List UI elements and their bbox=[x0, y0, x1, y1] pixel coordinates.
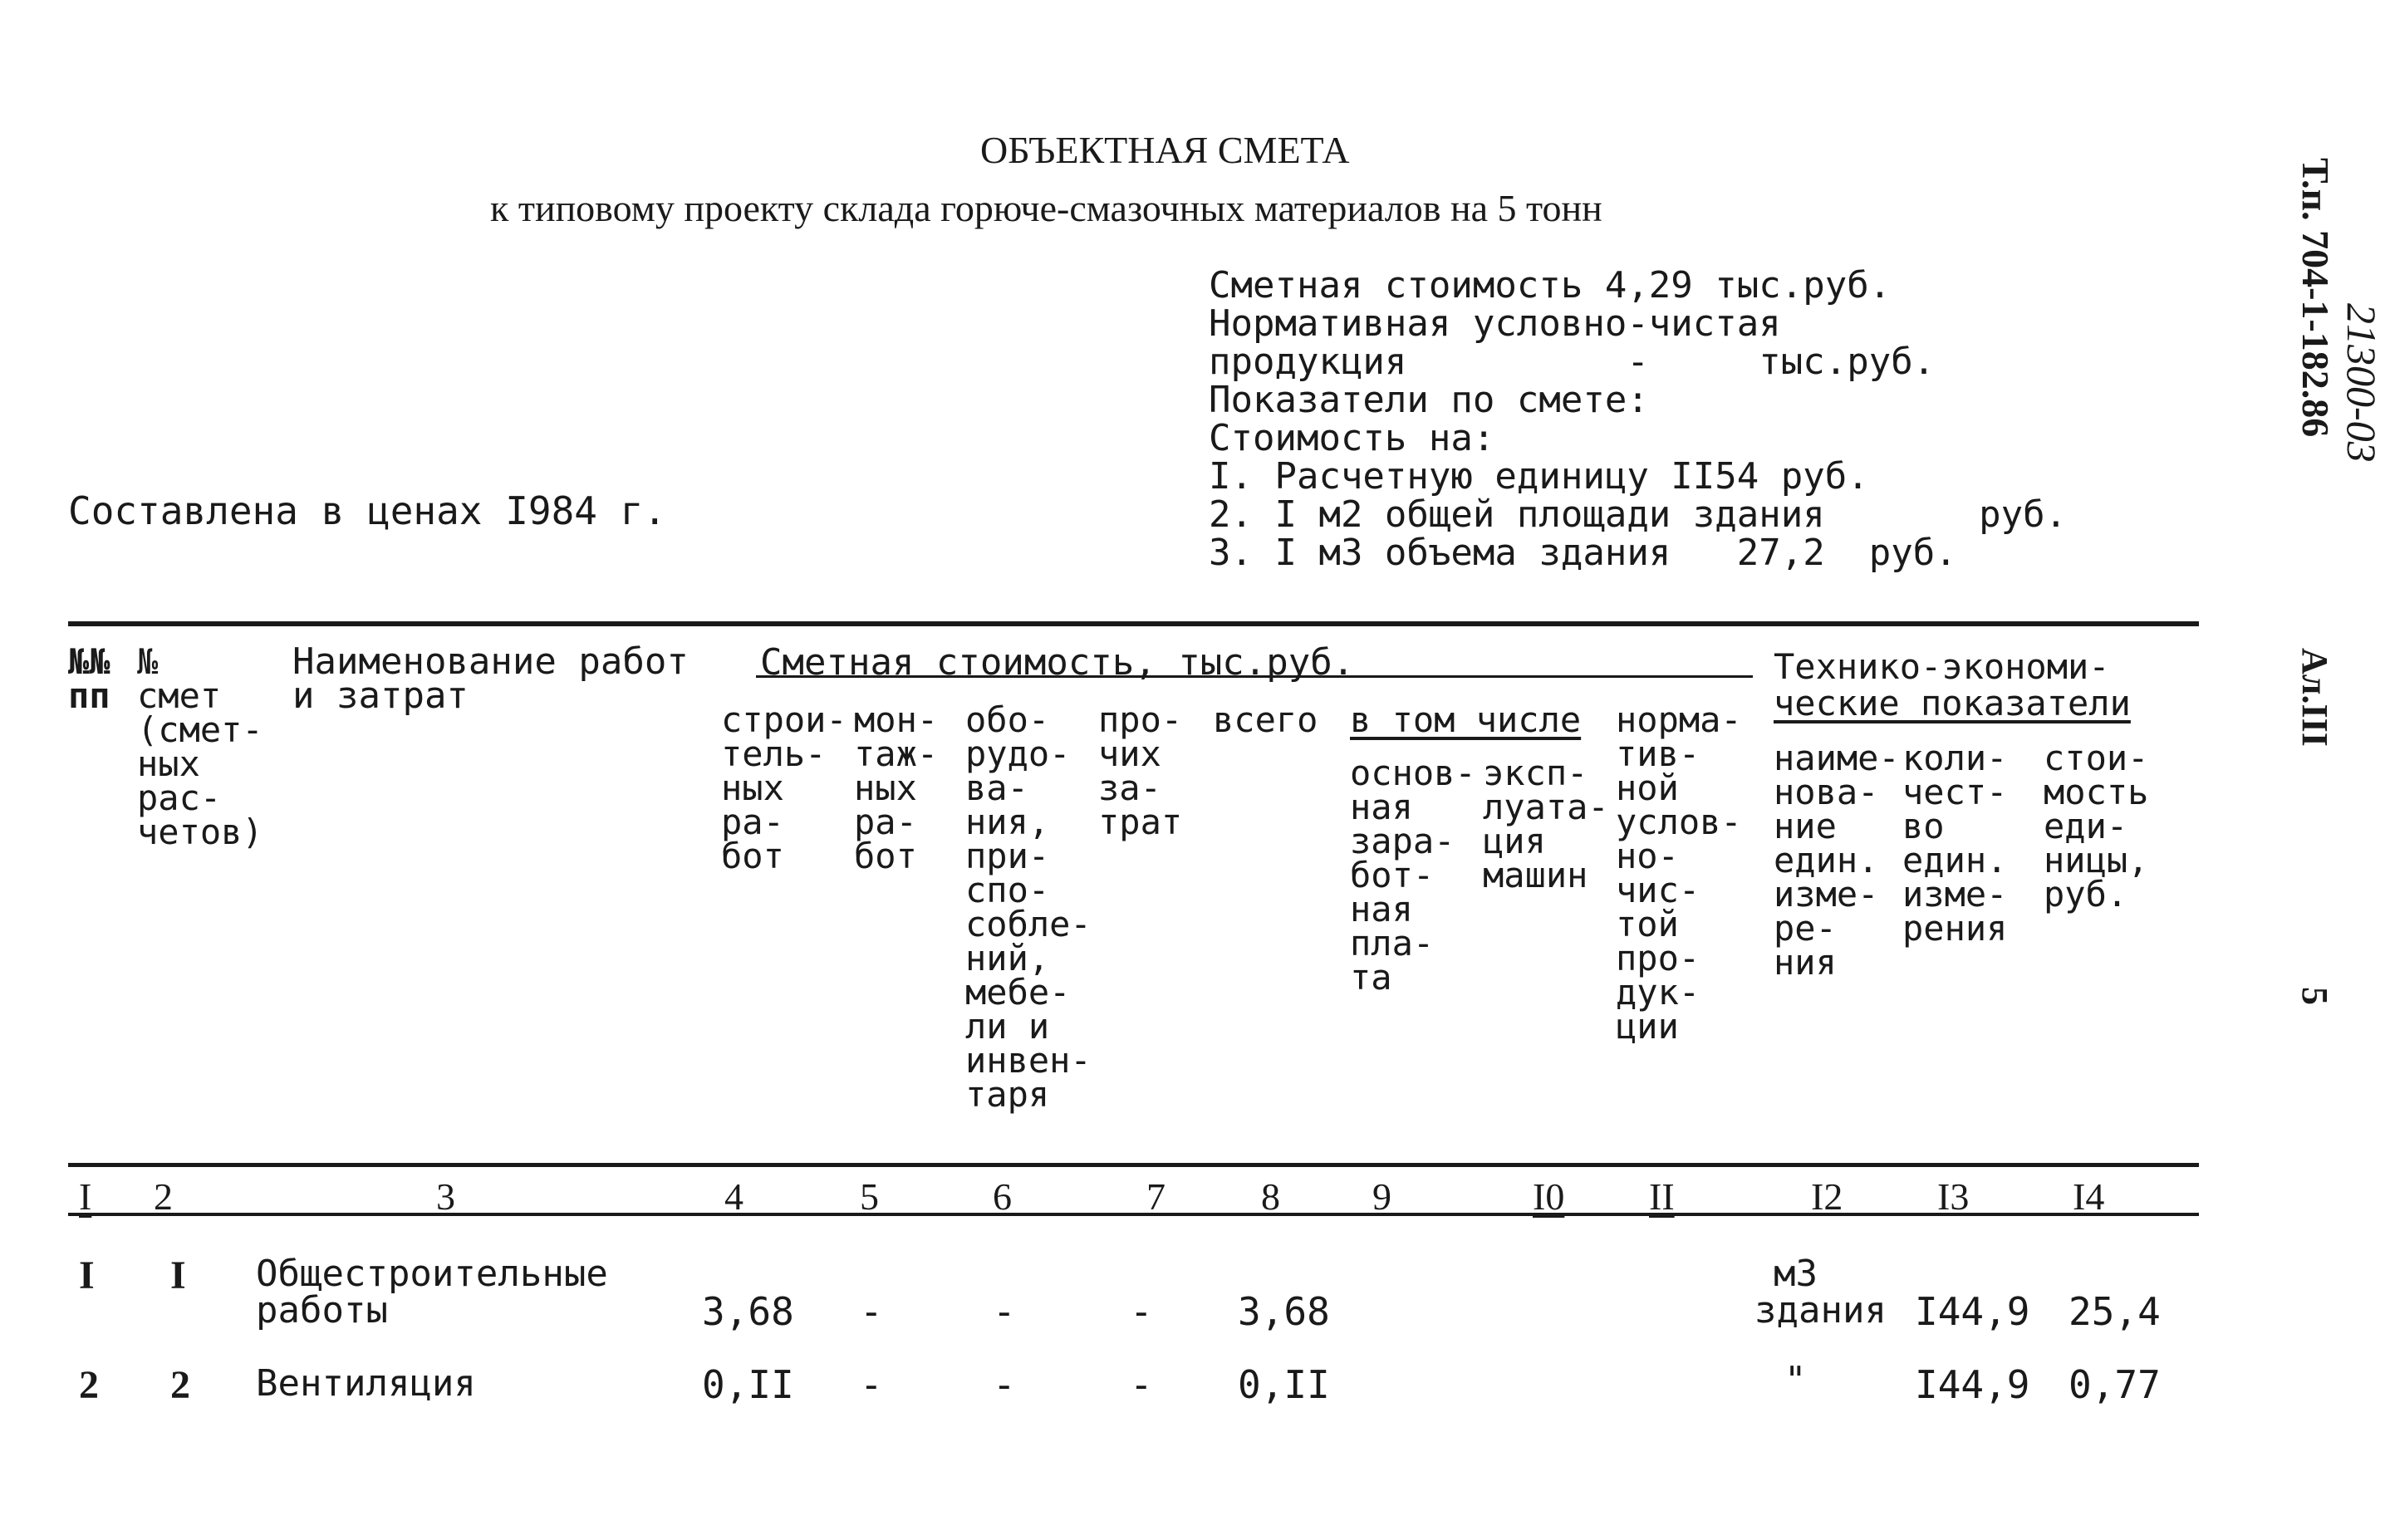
header-unit-quantity: коли- чест- во един. изме- рения bbox=[1902, 738, 2008, 949]
header-cost-group: Сметная стоимость, тыс.руб. bbox=[760, 641, 1355, 684]
header-bottom-rule bbox=[68, 1163, 2199, 1167]
col-number-1: I bbox=[79, 1175, 92, 1218]
row1-estimate: I bbox=[170, 1253, 186, 1297]
header-other-costs: про- чих за- трат bbox=[1098, 699, 1183, 842]
table-top-rule bbox=[68, 621, 2199, 626]
row1-construction: 3,68 bbox=[702, 1289, 794, 1334]
header-base-salary: основ- ная зара- бот- ная пла- та bbox=[1350, 753, 1476, 998]
header-unit-cost: стои- мость еди- ницы, руб. bbox=[2044, 738, 2149, 915]
info-cost-for-label: Стоимость на: bbox=[1209, 417, 1495, 459]
archive-code: 21300-03 bbox=[2338, 303, 2385, 463]
row1-name-line2: работы bbox=[256, 1289, 388, 1332]
info-volume-cost: 3. I м3 объема здания 27,2 руб. bbox=[1209, 532, 1957, 574]
row1-quantity: I44,9 bbox=[1915, 1289, 2030, 1334]
col-number-7: 7 bbox=[1146, 1175, 1166, 1218]
col-number-13: I3 bbox=[1937, 1175, 1970, 1218]
document-subtitle: к типовому проекту склада горюче-смазочных материалов на 5 тонн bbox=[490, 187, 1602, 229]
row1-unit-line2: здания bbox=[1754, 1289, 1887, 1332]
col-number-3: 3 bbox=[436, 1175, 455, 1218]
col-number-2: 2 bbox=[154, 1175, 173, 1218]
info-unit-cost: I. Расчетную единицу II54 руб. bbox=[1209, 455, 1869, 498]
header-machine-operation: эксп- луата- ция машин bbox=[1483, 753, 1609, 895]
info-area-cost: 2. I м2 общей площади здания руб. bbox=[1209, 493, 2068, 536]
info-estimated-cost: Сметная стоимость 4,29 тыс.руб. bbox=[1209, 264, 1892, 307]
row2-installation: - bbox=[860, 1362, 883, 1407]
row1-name-line1: Общестроительные bbox=[256, 1253, 608, 1295]
row2-unit-cost: 0,77 bbox=[2068, 1362, 2161, 1407]
info-indicators-label: Показатели по смете: bbox=[1209, 379, 1649, 421]
row2-unit-ditto: " bbox=[1784, 1359, 1807, 1401]
row1-installation: - bbox=[860, 1289, 883, 1334]
header-estimate-number: № смет (смет- ных рас- четов) bbox=[137, 641, 263, 852]
header-equipment: обо- рудо- ва- ния, при- спо- собле- ний, мебе- ли и инвен- таря bbox=[965, 699, 1092, 1115]
col-number-8: 8 bbox=[1261, 1175, 1280, 1218]
header-installation-works: мон- таж- ных ра- бот bbox=[854, 699, 939, 876]
prices-note: Составлена в ценах I984 г. bbox=[68, 488, 667, 533]
row2-number: 2 bbox=[79, 1363, 99, 1407]
col-number-12: I2 bbox=[1811, 1175, 1843, 1218]
col-number-9: 9 bbox=[1372, 1175, 1391, 1218]
row2-name: Вентиляция bbox=[256, 1362, 476, 1405]
document-title: ОБЪЕКТНАЯ СМЕТА bbox=[980, 129, 1350, 171]
row1-number: I bbox=[79, 1253, 95, 1297]
info-normative-label: Нормативная условно-чистая bbox=[1209, 302, 1781, 345]
col-number-14: I4 bbox=[2073, 1175, 2105, 1218]
header-work-name: Наименование работ и затрат bbox=[292, 640, 689, 717]
album-number: Ал.III bbox=[2294, 648, 2335, 747]
header-including-group: в том числе bbox=[1350, 699, 1582, 740]
row1-unit-line1: м3 bbox=[1774, 1253, 1818, 1295]
col-number-11: II bbox=[1649, 1175, 1675, 1218]
header-total: всего bbox=[1213, 699, 1318, 740]
col-number-4: 4 bbox=[724, 1175, 743, 1218]
row1-equipment: - bbox=[993, 1289, 1016, 1334]
row1-total: 3,68 bbox=[1238, 1289, 1330, 1334]
header-row-number: №№ пп bbox=[68, 641, 110, 716]
project-number: Т.п. 704-1-182.86 bbox=[2294, 158, 2337, 438]
header-unit-name: наиме- нова- ние един. изме- ре- ния bbox=[1774, 738, 1900, 983]
column-numbers-rule bbox=[68, 1213, 2199, 1216]
col-number-6: 6 bbox=[993, 1175, 1012, 1218]
row2-quantity: I44,9 bbox=[1915, 1362, 2030, 1407]
row2-equipment: - bbox=[993, 1362, 1016, 1407]
row1-unit-cost: 25,4 bbox=[2068, 1289, 2161, 1334]
row2-total: 0,II bbox=[1238, 1362, 1330, 1407]
row1-other: - bbox=[1130, 1289, 1153, 1334]
header-normative-product: норма- тив- ной услов- но- чис- той про- дук- ции bbox=[1616, 699, 1742, 1047]
col-number-5: 5 bbox=[860, 1175, 879, 1218]
row2-estimate: 2 bbox=[170, 1363, 190, 1407]
col-number-10: I0 bbox=[1533, 1175, 1565, 1218]
header-construction-works: строи- тель- ных ра- бот bbox=[721, 699, 847, 876]
row2-construction: 0,II bbox=[702, 1362, 794, 1407]
header-tech-group: Технико-экономи- bbox=[1774, 646, 2110, 687]
header-tech-group-2: ческие показатели bbox=[1774, 683, 2131, 723]
row2-other: - bbox=[1130, 1362, 1153, 1407]
info-product-value: продукция - тыс.руб. bbox=[1209, 341, 1936, 383]
page-number: 5 bbox=[2294, 987, 2335, 1005]
